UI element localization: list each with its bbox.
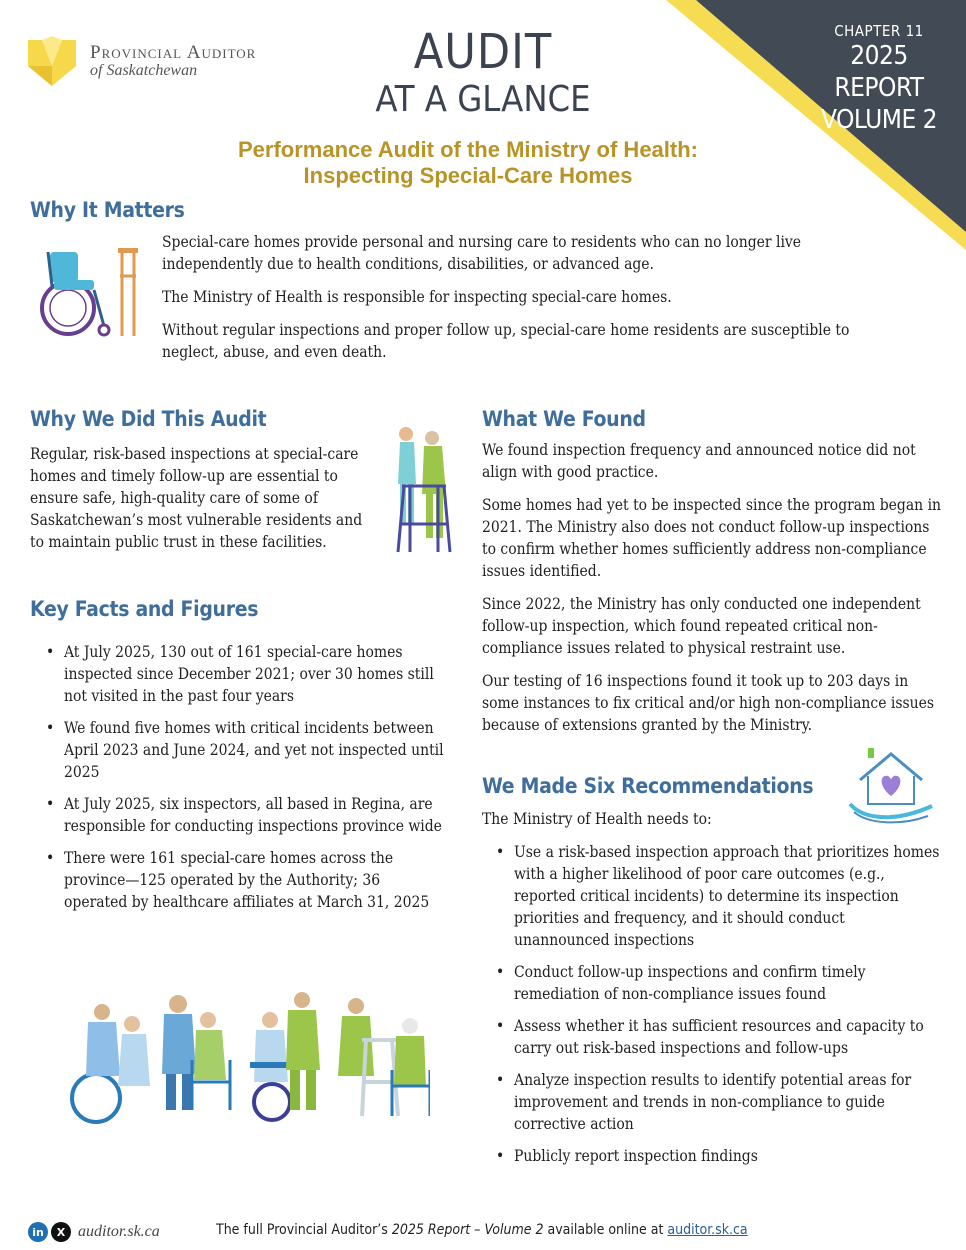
why-it-matters-text — [162, 231, 902, 374]
heading-why-we-did-audit: Why We Did This Audit — [30, 407, 267, 431]
page-subtitle — [0, 137, 936, 189]
report-year: 2025 REPORT — [834, 41, 924, 103]
heading-what-we-found: What We Found — [482, 407, 646, 431]
heading-key-facts: Key Facts and Figures — [30, 597, 259, 621]
wheelchair-crutches-icon — [38, 246, 144, 340]
chapter-label: CHAPTER 11 — [834, 22, 924, 40]
key-facts-list — [46, 641, 446, 923]
list-item: • At July 2025, 130 out of 161 special-care homes inspected since December 2021; over 30 homes still not visited in the past four years — [46, 641, 446, 707]
footer-site-link[interactable]: auditor.sk.ca — [78, 1223, 160, 1240]
paragraph: We found inspection frequency and announced notice did not align with good practice. — [482, 441, 916, 481]
list-item: • Use a risk-based inspection approach that prioritizes homes with a higher likelihood of poor care outcomes (e.g., reported critical incidents) to determine its inspection priorities and frequency, and it should conduct unannounced inspections — [496, 841, 942, 951]
paragraph: Some homes had yet to be inspected since the program began in 2021. The Ministry also does not conduct follow-up inspections to confirm whether homes sufficiently address non-compliance issues identified. — [482, 496, 942, 580]
paragraph: Without regular inspections and proper follow up, special-care home residents are susceptible to neglect, abuse, and even death. — [162, 321, 850, 361]
care-group-illustration-icon — [66, 990, 430, 1126]
paragraph: The Ministry of Health is responsible for inspecting special-care homes. — [162, 288, 672, 306]
title-line-1: AUDIT — [413, 24, 553, 80]
footer-text-middle: available online at — [543, 1222, 668, 1238]
list-item: • There were 161 special-care homes across the province—125 operated by the Authority; 36 operated by healthcare affiliates at March 31, 2025 — [46, 847, 446, 913]
org-region: of Saskatchewan — [90, 62, 198, 79]
paragraph: Special-care homes provide personal and nursing care to residents who can no longer live independently due to health conditions, disabilities, or advanced age. — [162, 233, 802, 273]
list-item: • Analyze inspection results to identify potential areas for improvement and trends in non-compliance to guide corrective action — [496, 1069, 942, 1135]
list-item: • We found five homes with critical incidents between April 2023 and June 2024, and yet not inspected until 2025 — [46, 717, 446, 783]
paragraph: Since 2022, the Ministry has only conducted one independent follow-up inspection, which found repeated critical non-compliance issues related to physical restraint use. — [482, 595, 921, 657]
org-name: Provincial Auditor — [90, 42, 257, 63]
subtitle-line-1: Performance Audit of the Ministry of Health: — [237, 137, 698, 162]
subtitle-line-2: Inspecting Special-Care Homes — [303, 163, 633, 188]
linkedin-icon[interactable]: in — [28, 1222, 48, 1242]
heading-why-it-matters: Why It Matters — [30, 198, 185, 222]
recommendations-intro: The Ministry of Health needs to: — [482, 810, 712, 828]
list-item: • At July 2025, six inspectors, all based in Regina, are responsible for conducting inspections province wide — [46, 793, 446, 837]
footer-social — [28, 1222, 160, 1242]
what-we-found-text — [482, 439, 942, 747]
heading-recommendations: We Made Six Recommendations — [482, 774, 814, 798]
paragraph: Our testing of 16 inspections found it took up to 203 days in some instances to fix critical and/or high non-compliance issues because of extensions granted by the Ministry. — [482, 672, 935, 734]
footer-note — [216, 1222, 748, 1238]
footer-url-link[interactable]: auditor.sk.ca — [667, 1222, 748, 1238]
footer-text-start: The full Provincial Auditor’s — [216, 1222, 392, 1238]
list-item: • Conduct follow-up inspections and confirm timely remediation of non-compliance issues found — [496, 961, 942, 1005]
caregiver-walker-icon — [388, 424, 460, 554]
recommendations-text — [482, 808, 942, 1177]
list-item: • Assess whether it has sufficient resources and capacity to carry out risk-based inspections and follow-ups — [496, 1015, 942, 1059]
x-icon[interactable]: X — [51, 1222, 71, 1242]
page-title — [0, 24, 966, 120]
report-volume: VOLUME 2 — [820, 105, 938, 135]
list-item: • Publicly report inspection findings — [496, 1145, 942, 1167]
title-line-2: AT A GLANCE — [375, 79, 591, 120]
footer-report-name: 2025 Report – Volume 2 — [391, 1222, 544, 1238]
why-we-did-audit-text: Regular, risk-based inspections at special-care homes and timely follow-up are essential to ensure safe, high-quality care of some of Saskatchewan’s most vulnerable residents and to maintain public trust in these facilities. — [30, 445, 363, 551]
